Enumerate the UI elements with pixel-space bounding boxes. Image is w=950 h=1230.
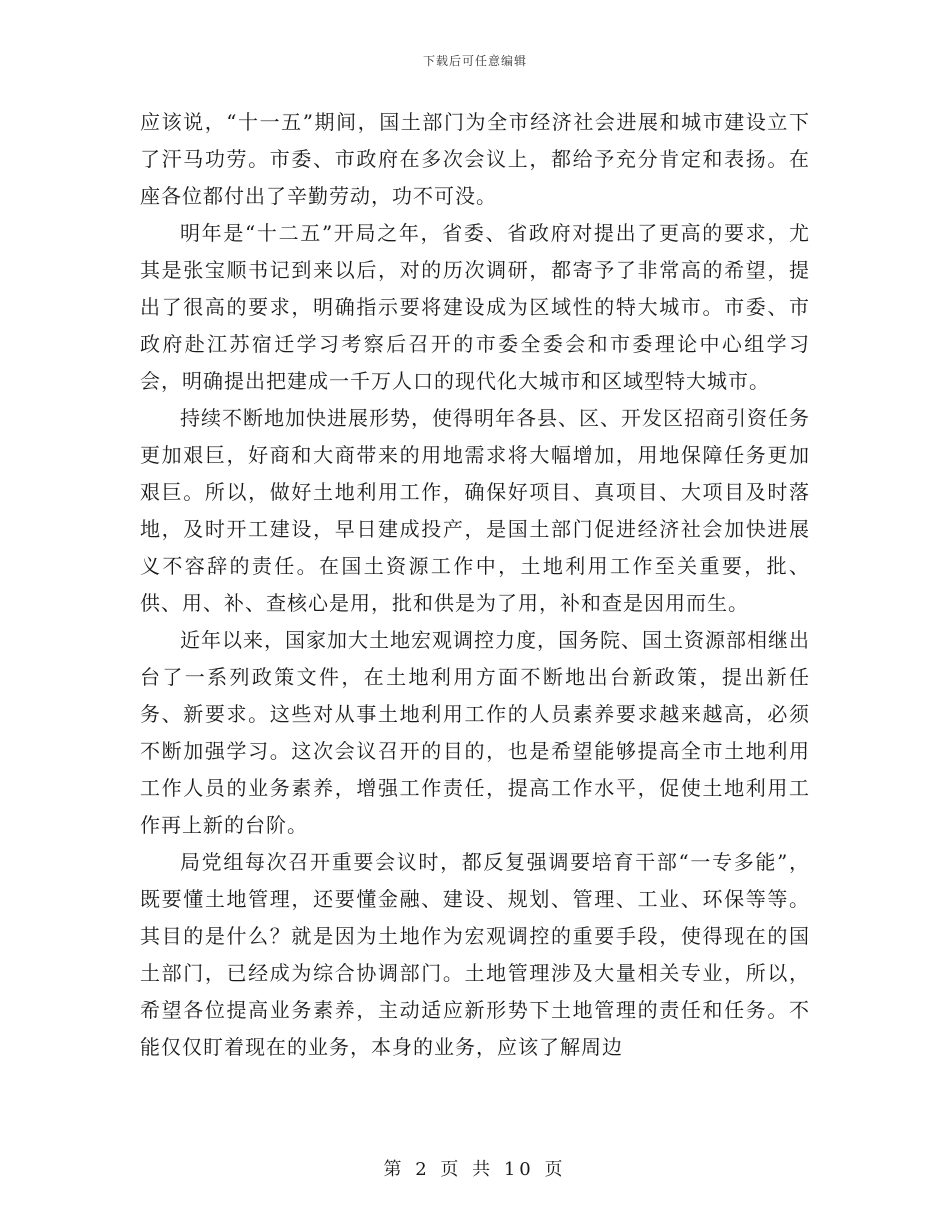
paragraph-1: 应该说，“十一五”期间，国土部门为全市经济社会进展和城市建设立下了汗马功劳。市委、市政府在多次会议上，都给予充分肯定和表扬。在座各位都付出了辛勤劳动，功不可没。	[140, 110, 810, 208]
document-body	[140, 104, 810, 1066]
page-footer: 第 2 页 共 10 页	[383, 1159, 567, 1180]
page-header: 下载后可任意编辑	[422, 54, 527, 68]
paragraph-5: 局党组每次召开重要会议时，都反复强调要培育干部“一专多能”，既要懂土地管理，还要懂金融、建设、规划、管理、工业、环保等等。其目的是什么？就是因为土地作为宏观调控的重要手段，使得现在的国土部门，已经成为综合协调部门。土地管理涉及大量相关专业，所以，希望各位提高业务素养，主动适应新形势下土地管理的责任和任务。不能仅仅盯着现在的业务，本身的业务，应该了解周边	[140, 850, 810, 1059]
paragraph-4: 近年以来，国家加大土地宏观调控力度，国务院、国土资源部相继出台了一系列政策文件，在土地利用方面不断地出台新政策，提出新任务、新要求。这些对从事土地利用工作的人员素养要求越来越高，必须不断加强学习。这次会议召开的目的，也是希望能够提高全市土地利用工作人员的业务素养，增强工作责任，提高工作水平，促使土地利用工作再上新的台阶。	[140, 628, 810, 837]
paragraph-2: 明年是“十二五”开局之年，省委、省政府对提出了更高的要求，尤其是张宝顺书记到来以后，对的历次调研，都寄予了非常高的希望，提出了很高的要求，明确指示要将建设成为区域性的特大城市。市委、市政府赴江苏宿迁学习考察后召开的市委全委会和市委理论中心组学习会，明确提出把建成一千万人口的现代化大城市和区域型特大城市。	[140, 221, 810, 393]
paragraph-3: 持续不断地加快进展形势，使得明年各县、区、开发区招商引资任务更加艰巨，好商和大商带来的用地需求将大幅增加，用地保障任务更加艰巨。所以，做好土地利用工作，确保好项目、真项目、大项目及时落地，及时开工建设，早日建成投产，是国土部门促进经济社会加快进展义不容辞的责任。在国土资源工作中，土地利用工作至关重要，批、供、用、补、查核心是用，批和供是为了用，补和查是因用而生。	[140, 406, 810, 615]
